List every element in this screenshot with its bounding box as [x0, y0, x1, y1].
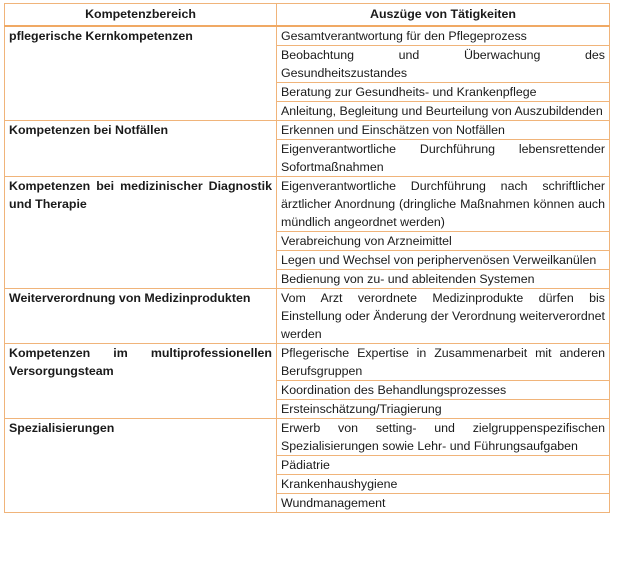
activity-cell: Eigenverantwortliche Durchführung nach schriftlicher ärztlicher Anordnung (dringliche Maßnahmen können auch mündlich angeordnet werden) — [277, 177, 610, 232]
table-row — [5, 289, 610, 344]
table-header-row — [5, 4, 610, 27]
activity-cell: Eigenverantwortliche Durchführung lebensrettender Sofortmaßnahmen — [277, 140, 610, 177]
competency-area-cell: pflegerische Kernkompetenzen — [5, 26, 277, 121]
column-header: Auszüge von Tätigkeiten — [277, 4, 610, 27]
activity-cell: Ersteinschätzung/Triagierung — [277, 400, 610, 419]
activity-cell: Pflegerische Expertise in Zusammenarbeit mit anderen Berufsgruppen — [277, 344, 610, 381]
activity-cell: Gesamtverantwortung für den Pflegeprozess — [277, 26, 610, 46]
table-body — [5, 26, 610, 513]
competency-area-cell: Kompetenzen im multiprofessionellen Versorgungsteam — [5, 344, 277, 419]
activity-cell: Erwerb von setting- und zielgruppenspezifischen Spezialisierungen sowie Lehr- und Führungsaufgaben — [277, 419, 610, 456]
table-row — [5, 419, 610, 456]
competency-area-cell: Spezialisierungen — [5, 419, 277, 513]
table-row — [5, 177, 610, 232]
activity-cell: Beobachtung und Überwachung des Gesundheitszustandes — [277, 46, 610, 83]
activity-cell: Erkennen und Einschätzen von Notfällen — [277, 121, 610, 140]
table-row — [5, 121, 610, 140]
competency-area-cell: Weiterverordnung von Medizinprodukten — [5, 289, 277, 344]
activity-cell: Krankenhaushygiene — [277, 475, 610, 494]
activity-cell: Bedienung von zu- und ableitenden Systemen — [277, 270, 610, 289]
activity-cell: Wundmanagement — [277, 494, 610, 513]
activity-cell: Beratung zur Gesundheits- und Krankenpflege — [277, 83, 610, 102]
table-row — [5, 26, 610, 46]
column-header: Kompetenzbereich — [5, 4, 277, 27]
activity-cell: Pädiatrie — [277, 456, 610, 475]
activity-cell: Koordination des Behandlungsprozesses — [277, 381, 610, 400]
activity-cell: Anleitung, Begleitung und Beurteilung von Auszubildenden — [277, 102, 610, 121]
competency-area-cell: Kompetenzen bei medizinischer Diagnostik und Therapie — [5, 177, 277, 289]
competency-area-cell: Kompetenzen bei Notfällen — [5, 121, 277, 177]
activity-cell: Vom Arzt verordnete Medizinprodukte dürfen bis Einstellung oder Änderung der Verordnung weiterverordnet werden — [277, 289, 610, 344]
competency-table — [4, 3, 610, 513]
activity-cell: Verabreichung von Arzneimittel — [277, 232, 610, 251]
activity-cell: Legen und Wechsel von periphervenösen Verweilkanülen — [277, 251, 610, 270]
table-row — [5, 344, 610, 381]
